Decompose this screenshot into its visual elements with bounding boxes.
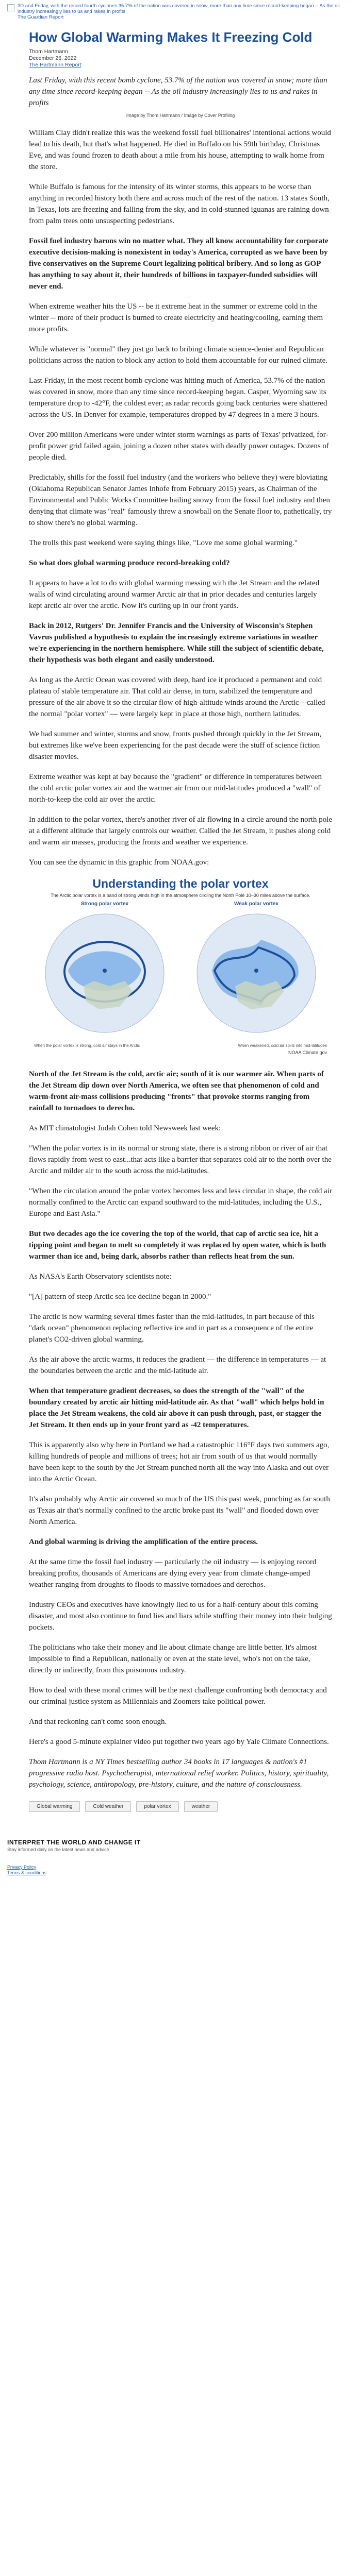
paragraph-16: In addition to the polar vortex, there's another river of air flowing in a circle around the north pole at a different altitude that largely controls our weather. Called the Jet Stream, it pushes along cold and warm air masses, producing the fronts and weather we experience.: [29, 816, 332, 846]
paragraph-32: Industry CEOs and executives have knowingly lied to us for a half-century about this coming disaster, and most also continue to fund lies and liars while stuffing their money into their bulging pockets.: [29, 1601, 332, 1632]
image-placeholder-icon: [7, 4, 14, 11]
paragraph-8: Predictably, shills for the fossil fuel industry (and the workers who believe they) were bloviating (Oklahoma Republican Senator James Inhofe from February 2015) years, as Chairman of the Environmental and Public Works Committee hailing snowy from the fossil fuel industry and then denying that climate was "real" famously threw a snowball on the Senate floor to, pathetically, try to show there's no global warming.: [29, 473, 332, 527]
figure-subtitle: The Arctic polar vortex is a band of strong winds high in the atmosphere circling the North Pole 10–30 miles above the surface.: [51, 893, 310, 898]
figure-notes: [29, 1040, 332, 1048]
paragraph-1: William Clay didn't realize this was the weekend fossil fuel billionaires' intentional actions would lead to his death, but that's what happened. He died in Buffalo on his 59th birthday, Christmas Eve, and was found frozen to death about a mile from his house, attempting to walk home from the store.: [29, 129, 331, 171]
paragraph-21: "When the circulation around the polar vortex becomes less and less circular in shape, the cold air normally confined to the Arctic can expand southward to the mid-latitudes, including the U.S., Europe and East Asia.": [29, 1187, 332, 1218]
paragraph-24: "[A] pattern of steep Arctic sea ice decline began in 2000.": [29, 1293, 211, 1301]
paragraph-2: While Buffalo is famous for the intensity of its winter storms, this appears to be worse than anything in recorded history both there and across much of the rest of the nation. 13 states South, in Texas, lots are freezing and falling from the sky, and in cold-stunned iguanas are raining down from palm trees onto unsuspecting pedestrians.: [29, 183, 330, 225]
paragraph-14: We had summer and winter, storms and snow, fronts pushed through quickly in the Jet Stream, but extremes like we've been experiencing for the past decade were the stuff of science fiction disaster movies.: [29, 730, 322, 761]
figure-title: Understanding the polar vortex: [92, 877, 269, 890]
byline-author: Thom Hartmann: [29, 48, 68, 55]
paragraph-23: As NASA's Earth Observatory scientists note:: [29, 1273, 172, 1281]
paragraph-4: When extreme weather hits the US -- be it extreme heat in the summer or extreme cold in the winter -- more of their product is burned to create electricity and heating/cooling, earning them more profits.: [29, 302, 323, 333]
lead-image-caption: Image by Thom Hartmann / Image by Cover Profiling: [126, 113, 235, 118]
paragraph-17: You can see the dynamic in this graphic from NOAA.gov:: [29, 858, 209, 867]
paragraph-20: "When the polar vortex is in its normal or strong state, there is a strong ribbon or river of air that flows rapidly from west to east...that acts like a barrier that separates cold air to the north over the Arctic and milder air to the south across the mid-latitudes.: [29, 1144, 332, 1175]
paragraph-13: As long as the Arctic Ocean was covered with deep, hard ice it produced a permanent and cold plateau of stable temperature air. That cold air dense, in turn, stabilized the temperature and pressure of the air above it so the circular flow of high-altitude winds around the Arctic—called the normal "polar vortex" — were largely kept in place at those high, northern latitudes.: [29, 676, 325, 718]
strong-vortex-label: Strong polar vortex: [80, 901, 129, 907]
paragraph-29: It's also probably why Arctic air covered so much of the US this past week, punching as far south as Texas air that's normally confined to the arctic broke past its "wall" and flooded down over North America.: [29, 1495, 330, 1526]
footer-heading: INTERPRET THE WORLD AND CHANGE IT: [7, 1839, 141, 1846]
paragraph-35: And that reckoning can't come soon enough.: [29, 1718, 167, 1726]
paragraph-36: Here's a good 5-minute explainer video put together two years ago by Yale Climate Connections.: [29, 1738, 329, 1746]
paragraph-25: The arctic is now warming several times faster than the mid-latitudes, in part because of this "dark ocean" phenomenon replacing reflective ice and in part as a consequence of the entire planet's CO2-driven global warming.: [29, 1313, 315, 1344]
top-links: [0, 0, 361, 20]
weak-vortex-globe: [184, 909, 329, 1038]
author-bio: Thom Hartmann is a NY Times bestselling author 34 books in 17 languages & nation's #1 progressive radio host. Psychotherapist, international relief worker. Politics, history, spirituality, psychology, science, anthropology, pre-history, culture, and the nature of consciousness.: [29, 1758, 329, 1789]
paragraph-7: Over 200 million Americans were under winter storm warnings as parts of Texas' privatized, for-profit power grid failed again, joining a dozen other states with deadly power outages. Dozens of people died.: [29, 431, 329, 462]
north-pole-marker: [254, 969, 258, 973]
tag-polar-vortex[interactable]: polar vortex: [136, 1801, 178, 1812]
paragraph-5: While whatever is "normal" they just go back to bribing climate science-denier and Republican politicians across the nation to block any action to hold them accountable for our ruined climate.: [29, 345, 327, 365]
paragraph-12: Back in 2012, Rutgers' Dr. Jennifer Francis and the University of Wisconsin's Stephen Vavrus published a hypothesis to explain the increasingly extreme variations in weather we're experiencing in the northern hemisphere. While still the subject of scientific debate, their hypothesis was both elegant and easily understood.: [29, 622, 324, 664]
north-pole-marker: [103, 969, 107, 973]
paragraph-9: The trolls this past weekend were saying things like, "Love me some global warming.": [29, 539, 298, 547]
weak-vortex-panel: [184, 901, 329, 1040]
paragraph-34: How to deal with these moral crimes will be the next challenge confronting both democracy and our criminal justice system as Millennials and Zoomers take political power.: [29, 1686, 327, 1706]
polar-vortex-figure: [29, 877, 332, 1055]
footer-banner: [0, 1833, 361, 1852]
paragraph-11: It appears to have a lot to do with global warming messing with the Jet Stream and the related walls of wind circulating around warmer Arctic air that in prior decades and centuries largely kept arctic air over the arctic. Now it's curling up in our front yards.: [29, 579, 320, 610]
strong-vortex-panel: [32, 901, 177, 1040]
weak-vortex-label: Weak polar vortex: [234, 901, 278, 907]
tag-global-warming[interactable]: Global warming: [29, 1801, 80, 1812]
paragraph-15: Extreme weather was kept at bay because the "gradient" or difference in temperatures between the cold arctic polar vortex air and the warmer air from our mid-latitudes produced a "wall" of north-to-keep the cold air over the arctic.: [29, 773, 322, 804]
tag-cold-weather[interactable]: Cold weather: [85, 1801, 131, 1812]
article-lead: Last Friday, with this recent bomb cyclone, 53.7% of the nation was covered in snow; more than any time since record-keeping began -- As the oil industry increasingly lies to us and rakes in profits: [29, 76, 327, 107]
paragraph-30: And global warming is driving the amplification of the entire process.: [29, 1538, 258, 1546]
footer-subheading: Stay informed daily on the latest news and advice: [7, 1847, 109, 1852]
strong-vortex-globe: [32, 909, 177, 1038]
paragraph-22: But two decades ago the ice covering the top of the world, that cap of arctic sea ice, hit a tipping point and began to melt so completely it was replaced by open water, which is both warmer than ice and, being dark, absorbs rather than reflects heat from the sun.: [29, 1230, 326, 1261]
top-link-1[interactable]: 3D and Friday, with the record fourth cyclones 35.7% of the nation was covered in snow, more than any time since record-keeping began -- As the oil industry increasingly lies to us and rakes in profits: [18, 3, 340, 14]
paragraph-3: Fossil fuel industry barons win no matter what. They all know accountability for corporate executive decision-making is nonexistent in today's America, corrupted as we have been by five conservatives on the Supreme Court legalizing political bribery. And so long as GOP has anything to say about it, their hundreds of billions in taxpayer-funded subsidies will never end.: [29, 237, 329, 291]
terms-link[interactable]: Terms & conditions: [7, 1870, 47, 1875]
privacy-policy-link[interactable]: Privacy Policy: [7, 1865, 37, 1870]
weak-vortex-note: When weakened, cold air spills into mid-latitudes: [238, 1043, 327, 1048]
tag-list: [29, 1799, 332, 1812]
figure-globes: [29, 901, 332, 1040]
footer-links: [0, 1852, 361, 1876]
paragraph-27: When that temperature gradient decreases, so does the strength of the "wall" of the boundary created by arctic air hitting mid-latitude air. As that "wall" which helps hold in place the Jet Stream weakens, the cold air above it can push through, past, or stagger the Jet Stream. It then ends up in your front yard as -42 temperatures.: [29, 1387, 324, 1429]
byline-source-link[interactable]: The Hartmann Report: [29, 62, 81, 68]
paragraph-10: So what does global warming produce record-breaking cold?: [29, 559, 230, 567]
article: [0, 21, 361, 1812]
tag-weather[interactable]: weather: [184, 1801, 218, 1812]
byline: [29, 48, 332, 69]
paragraph-26: As the air above the arctic warms, it reduces the gradient — the difference in temperatures — at the boundaries between the arctic and the mid-latitude air.: [29, 1355, 326, 1375]
paragraph-18: North of the Jet Stream is the cold, arctic air; south of it is our warmer air. When parts of the Jet Stream dip down over North America, we often see that phenomenon of cold and warm-front air-mass collisions producing "fronts" that provoke storms ranging from rainfall to tornadoes to derecho.: [29, 1070, 324, 1112]
figure-source: NOAA Climate.gov: [288, 1050, 327, 1055]
paragraph-6: Last Friday, in the most recent bomb cyclone was hitting much of America, 53.7% of the nation was covered in snow, more than any time since record-keeping began. Casper, Wyoming saw its temperature drop to -42°F, the coldest ever; as radar records going back centuries were shattered across the US. In Denver for example, temperatures dropped by 47 degrees in a mere 3 hours.: [29, 377, 327, 419]
byline-date: December 26, 2022: [29, 55, 77, 61]
article-title: How Global Warming Makes It Freezing Cold: [29, 29, 313, 45]
paragraph-19: As MIT climatologist Judah Cohen told Newsweek last week:: [29, 1124, 221, 1132]
top-link-2[interactable]: The Guardian Report: [18, 14, 64, 20]
paragraph-31: At the same time the fossil fuel industry — particularly the oil industry — is enjoying record breaking profits, thousands of Americans are dying every year from climate change-amped weather ranging from droughts to floods to massive tornadoes and derechos.: [29, 1558, 317, 1589]
top-bar: [0, 0, 361, 21]
paragraph-33: The politicians who take their money and lie about climate change are little better. It's almost impossible to find a Republican, nationally or even at the state level, who's not on the take, directly or indirectly, from this poisonous industry.: [29, 1643, 317, 1674]
paragraph-28: This is apparently also why here in Portland we had a catastrophic 116°F days two summers ago, killing hundreds of people and millions of trees; hot air from south of us that would normally have been kept to the south by the Jet Stream punched north all the way into Alaska and out over into the Arctic Ocean.: [29, 1441, 330, 1483]
strong-vortex-note: When the polar vortex is strong, cold air stays in the Arctic: [34, 1043, 140, 1048]
